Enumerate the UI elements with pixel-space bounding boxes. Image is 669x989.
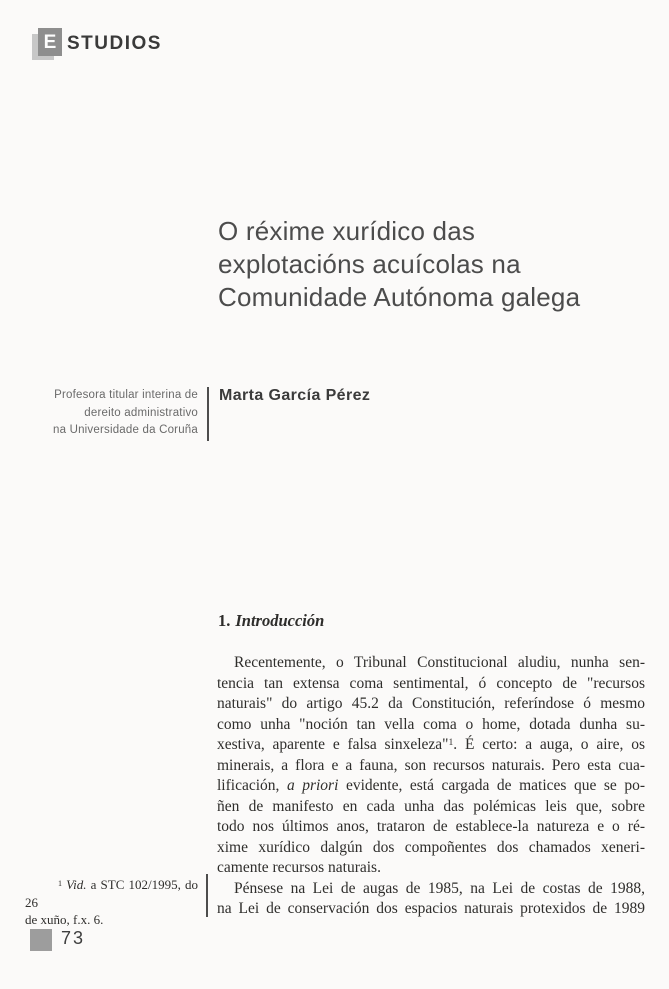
text-line: minerais, a flora e a fauna, son recursos naturais. Pero esta cua-	[217, 756, 645, 774]
text-line: Recentemente, o Tribunal Constitucional aludiu, nunha sen-	[234, 654, 645, 671]
text-line: camente recursos naturais.	[217, 859, 381, 876]
author-affiliation	[27, 387, 198, 440]
text-line: tencia tan extensa coma sentimental, ó concepto de "recursos	[217, 674, 645, 692]
text-line: ñen de manifesto en cada unha das polémicas leis que, sobre	[217, 797, 645, 815]
text-line: na Lei de conservación dos espacios naturais protexidos de 1989	[217, 900, 645, 917]
article-title-line: explotacións acuícolas na	[218, 249, 521, 279]
text-line: xestiva, aparente e falsa sinxeleza"$^1$. É certo: a auga, o aire, os	[217, 736, 645, 753]
section-title: Introducción	[235, 611, 325, 630]
text-line: de xuño, f.x. 6.	[25, 912, 104, 927]
author-divider	[207, 387, 209, 441]
text-line: como unha "noción tan vella coma o home, dotada dunha su-	[217, 715, 645, 733]
text-line: todo nos últimos anos, trataron de establece-la natureza e o ré-	[217, 818, 645, 835]
author-name: Marta García Pérez	[219, 387, 371, 404]
footnote	[25, 876, 198, 929]
masthead-label: STUDIOS	[67, 33, 162, 54]
footnote-divider	[206, 874, 208, 917]
page-number-box	[30, 929, 52, 951]
text-line: $^1$ Vid. a STC 102/1995, do 26	[25, 877, 199, 910]
article-title-line: O réxime xurídico das	[218, 216, 476, 246]
author-affiliation-line: Profesora titular interina de	[54, 389, 198, 401]
masthead-letter: E	[43, 31, 57, 53]
text-line: xime xurídico dalgún dos compoñentes dos chamados xeneri-	[217, 838, 645, 856]
paragraph	[217, 653, 645, 879]
article-title-line: Comunidade Autónoma galega	[218, 282, 581, 312]
article-title	[218, 215, 580, 314]
section-number: 1.	[218, 611, 231, 630]
text-line: Pénsese na Lei de augas de 1985, na Lei de costas de 1988,	[234, 879, 645, 897]
author-affiliation-line: na Universidade da Coruña	[52, 424, 198, 436]
masthead-letter-box	[38, 28, 62, 56]
section-heading	[218, 611, 324, 631]
article-body	[217, 653, 645, 920]
page-number: 73	[61, 928, 86, 948]
author-affiliation-line: dereito administrativo	[84, 406, 198, 419]
text-line: naturais" do artigo 45.2 da Constitución, referíndose ó mesmo	[217, 695, 645, 712]
text-line: lificación, a priori evidente, está cargada de matices que se po-	[217, 777, 645, 794]
paragraph	[217, 879, 645, 920]
